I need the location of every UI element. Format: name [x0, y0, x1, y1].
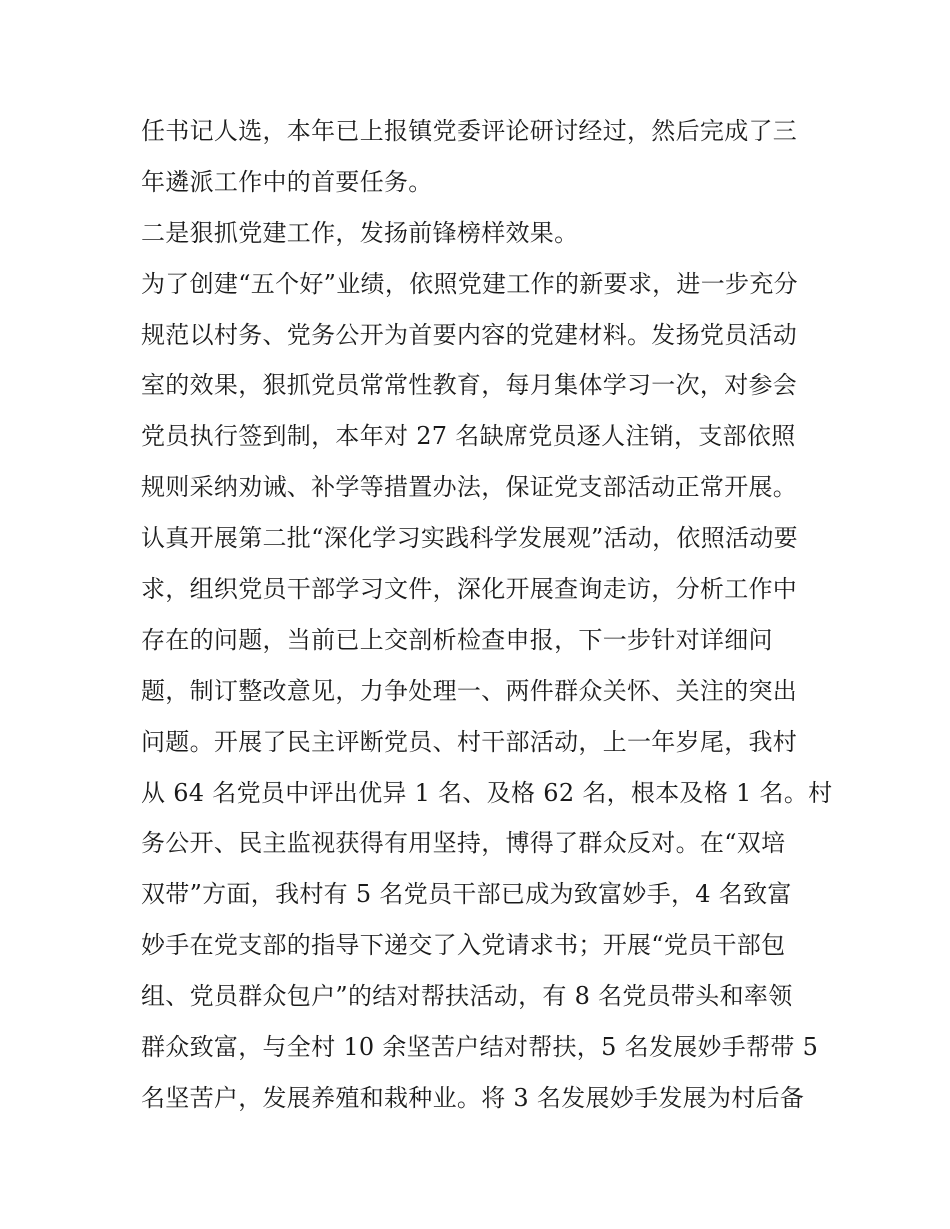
text-line: 党员执行签到制，本年对 27 名缺席党员逐人注销，支部依照 — [141, 422, 796, 451]
text-line: 年遴派工作中的首要任务。 — [141, 167, 433, 196]
text-line: 室的效果，狠抓党员常常性教育，每月集体学习一次，对参会 — [141, 371, 798, 400]
text-line: 题，制订整改意见，力争处理一、两件群众关怀、关注的突出 — [141, 676, 798, 705]
text-line: 任书记人选，本年已上报镇党委评论研讨经过，然后完成了三 — [141, 117, 798, 145]
text-line: 双带”方面，我村有 5 名党员干部已成为致富妙手，4 名致富 — [141, 880, 792, 909]
text-line: 为了创建“五个好”业绩，依照党建工作的新要求，进一步充分 — [141, 269, 798, 298]
text-line: 存在的问题，当前已上交剖析检查申报，下一步针对详细问 — [141, 625, 773, 654]
text-line: 群众致富，与全村 10 余坚苦户结对帮扶，5 名发展妙手帮带 5 — [141, 1033, 819, 1062]
text-line: 组、党员群众包户”的结对帮扶活动，有 8 名党员带头和率领 — [141, 982, 793, 1011]
text-line: 求，组织党员干部学习文件，深化开展查询走访，分析工作中 — [141, 575, 798, 604]
section-heading: 二是狠抓党建工作，发扬前锋榜样效果。 — [141, 218, 579, 247]
text-line: 务公开、民主监视获得有用坚持，博得了群众反对。在“双培 — [141, 829, 786, 858]
document-body — [141, 111, 833, 1129]
text-line: 认真开展第二批“深化学习实践科学发展观”活动，依照活动要 — [141, 524, 798, 553]
text-line: 规范以村务、党务公开为首要内容的党建材料。发扬党员活动 — [141, 320, 798, 349]
text-line: 妙手在党支部的指导下递交了入党请求书；开展“党员干部包 — [141, 931, 786, 960]
text-line: 问题。开展了民主评断党员、村干部活动，上一年岁尾，我村 — [141, 727, 798, 756]
text-line: 名坚苦户，发展养殖和栽种业。将 3 名发展妙手发展为村后备 — [141, 1083, 805, 1112]
text-line: 规则采纳劝诫、补学等措置办法，保证党支部活动正常开展。 — [141, 473, 798, 502]
text-line: 从 64 名党员中评出优异 1 名、及格 62 名，根本及格 1 名。村 — [141, 778, 833, 807]
